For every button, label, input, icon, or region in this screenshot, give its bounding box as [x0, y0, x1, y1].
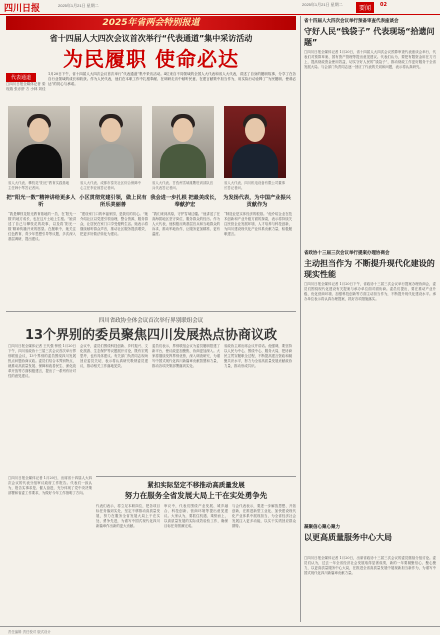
special-report-banner: 2025年省两会特别报道: [6, 16, 296, 30]
mid-body-col-4: 省政协主席出席会议并讲话。他强调，要坚持以人民为中心，围绕中心、服务大局，把协商民主贯穿履职全过程，不断提高建言资政和凝聚共识水平，努力为全省高质量发展贡献政协力量，推动形成共识。: [224, 344, 292, 368]
lead-paragraph: 1月20日下午，省十四届人大四次会议首次举行“代表通道”集中采访活动。4位来自不同领域的全国人大代表和省人大代表，讲述了自身的履职故事，分享了在各自行业领域的成长和收获。作为人民代表，他们在本职工作中扎根奉献、在调研走访中倾听民意、在建言献策中担当作为，用实际行动诠释了“为民履职、使命必达”的初心与承诺。: [48, 72, 296, 87]
mid-body-col-2: 会议中，委员们围绕科技创新、乡村振兴、文化旅游、生态保护等议题展开讨论，既有宏观思考，也有具体建议。有关部门负责同志现场回应委员关切，表示将认真研究吸纳委员建议，推动相关工作落地见效。: [80, 344, 148, 368]
bottom-headline: 努力在服务全省发展大局上干在实处勇争先: [124, 491, 268, 500]
delegate-title-2: 小区贯彻党建引领，做上民有所乐美丽善: [79, 195, 147, 208]
page-footer: 责任编辑 责任校对 版式设计: [0, 626, 440, 635]
newspaper-logo: 四川日报: [4, 4, 41, 14]
mid-kicker: 四川省政协全体会议首次举行界别联组会议: [98, 318, 204, 324]
right-story1-title: 守好人民“钱袋子” 代表现场“拾遗问题”: [304, 27, 435, 47]
delegate-title-3: 我会进一步扎根 把最美成长，奉献护宏: [150, 195, 220, 208]
section-number: 02: [380, 2, 387, 8]
section-divider: [6, 311, 296, 312]
right-story2-body: □四川日报全媒体记者 1月20日下午，省政协十三届三次会议举行提案办理协商会，委员们围绕现代化建设有关提案与承办单位面对面协商。委员们提出，要在推动产业升级、优化营商环境、加强科技创新等方面主动担当作为，不断提升现代化建设水平。承办单位表示将认真办理提案，抓好各项措施落实。: [304, 282, 436, 301]
right-story1-body: □四川日报全媒体记者 1月20日，省十四届人大四次会议预算审查代表座谈会举行，代表们对预算草案、国有资产管理等提出意见建议。代表们认为，要把有限资金用在刀刃上，提高财政资金使用效益，切实守好人民的“钱袋子”，推动财政工作更好服务于全省发展大局。与会部门负责同志逐一回应了代表的关切和问题，表示将认真研究。: [304, 50, 436, 69]
delegate-photo-2: [80, 106, 142, 178]
bottom-divider: [96, 476, 296, 477]
bottom-body-col-2: 代表们表示，将立足本职岗位，把各项目标任务落到实处，坚定不移推动高质量发展，努力在服务全省发展大局上干在实处、勇争先进，为谱写中国式现代化四川新篇章作出新的更大贡献。: [96, 504, 160, 528]
lead-headline: 为民履职 使命必达: [63, 47, 239, 71]
delegate-caption-3: 省人大代表、甘孜州雪域雄鹰驻训部队官兵代表答记者问。: [152, 181, 214, 190]
bottom-body-col-4: 与会代表表示，要进一步解放思想、开拓创新，在推进新型工业化、加快建设现代化产业体系中展现担当，为全省经济社会发展注入更多动能，以实干实绩回应群众期待。: [232, 504, 296, 528]
delegate-title-4: 为发扬代表，为中国产业振兴贡献作为: [223, 195, 291, 208]
mid-body-col-1: □四川日报全媒体记者 王代强 钟悦 1月20日下午，四川省政协十三届三次会议首次举行界别联组会议，13个界别的委员围绕四川发展热点问题协商议政。委员们结合本界别特点，就推动高质量发展、保障和改善民生、深化改革开放等方面积极建言，提出了一系列有针对性的意见建议。: [8, 344, 76, 378]
delegate-photo-1: [8, 106, 70, 178]
mid-headline: 13个界别的委员聚焦四川发展热点协商议政: [24, 328, 278, 343]
delegate-photo-3: [152, 106, 214, 178]
right-story3-kicker: 凝聚信心聚心聚力: [304, 525, 340, 530]
delegate-body-4: “制造业是实体经济的根基。”他介绍企业在技术创新和产业升级方面的探索，表示将持续关注民营企业发展环境、人才培养与科技创新，为四川建设现代化产业体系贡献力量，积极履职建言。: [224, 212, 292, 236]
mid-body-col-3: 委员们表示，界别联组会议为委员履职搭建了新平台，使议政更加聚焦、协商更加深入。大家将继续发挥界别优势，深入调查研究，为谱写中国式现代化四川新篇章贡献智慧和力量，推动各项决策部署落到实处。: [152, 344, 220, 368]
delegate-body-2: “建设家门口的幸福家园，是我们的初心。”她介绍社区以党建引领治理，整合资源、服务群众，让居民在家门口享受便利生活。她表示将继续倾听群众声音，推动社区服务提质增效，把更多好做法转化为建议。: [80, 212, 148, 236]
right-story2-kicker: 省政协十三届三次会议举行提案办理协商会: [304, 251, 390, 256]
bottom-body-col-1: □四川日报全媒体记者 1月20日，出席省十四届人大四次会议的代表分组审议政府工作报告。代表们一致认为，报告实事求是、催人奋进，充分体现了党中央决策部署和省委工作要求，为做好今年工作指明了方向。: [8, 476, 92, 495]
right-story2-title: 主动担当作为 不断提升现代化建设的现实性能: [304, 259, 435, 279]
bottom-kicker: 紧扣实际坚定不移推动高质量发展: [147, 481, 245, 489]
delegate-title-1: 把“阳光一数”精神讲给更多人听: [6, 195, 76, 208]
delegate-caption-4: 省人大代表、四川机电设备有限公司董事长答记者问。: [224, 181, 286, 190]
channel-tag: 代表通道: [6, 73, 36, 82]
reporter-byline: □四川日报全媒体记者 梁现瑞 张亦舒 方 小林 刘佳: [6, 82, 46, 91]
section-tag: 要闻: [356, 2, 374, 13]
delegate-caption-2: 省人大代表、成都市泰安社区综合保障中心主任李亚琼答记者问。: [80, 181, 142, 190]
masthead-rule: [0, 14, 440, 15]
delegate-body-1: “我是攀枝花阳光教育基地的一员，在‘阳光一数’的地方成长，也在这片土地上生根。”她讲述了自己与攀枝花的故事，以及将‘阳光一数’精神传播开来的愿望。在履职中，她关注红色教育、青少年思想引导等议题，多次深入基层调研，提出建议。: [8, 212, 76, 241]
delegate-photo-4: [224, 106, 286, 178]
delegate-caption-1: 省人大代表、攀枝花“阳光”教育实践基地主任韩小琴答记者问。: [8, 181, 70, 190]
column-rule: [300, 16, 301, 622]
issue-date-left: 2025年1月21日 星期二: [58, 3, 99, 8]
issue-date-right: 2025年1月21日 星期二: [302, 2, 343, 7]
delegate-body-3: “我们来到高原，守护雪域边疆。”他讲述了在高海拔地区坚守岗位、服务群众的经历。作为人大代表，他积极反映基层官兵和当地群众的诉求，推动军地协作，让服务更加精准、更有温度。: [152, 212, 220, 236]
right-story1-kicker: 省十四届人大四次会议举行预备审查代表座谈会: [304, 19, 399, 24]
right-story3-body: □四川日报全媒体记者 1月20日，出席省政协十三届三次会议的委员继续分组讨论。委员们认为，过去一年全省经济社会发展取得显著成绩，新的一年要凝聚信心、聚心聚力，以更高质量服务中心大局，在推进全省高质量发展中展现新担当新作为，为谱写中国式现代化四川新篇章贡献力量。: [304, 556, 436, 575]
lead-kicker: 省十四届人大四次会议首次举行“代表通道”集中采访活动: [49, 34, 253, 43]
right-story3-title: 以更高质量服务中心大局: [304, 533, 392, 542]
bottom-body-col-3: 审议中，代表们围绕产业发展、城乡融合、科技创新、营商环境等提出意见建议。大家认为，要抓住机遇、乘势而上，以高质量发展的实际成效检验工作，确保目标任务圆满完成。: [164, 504, 228, 528]
